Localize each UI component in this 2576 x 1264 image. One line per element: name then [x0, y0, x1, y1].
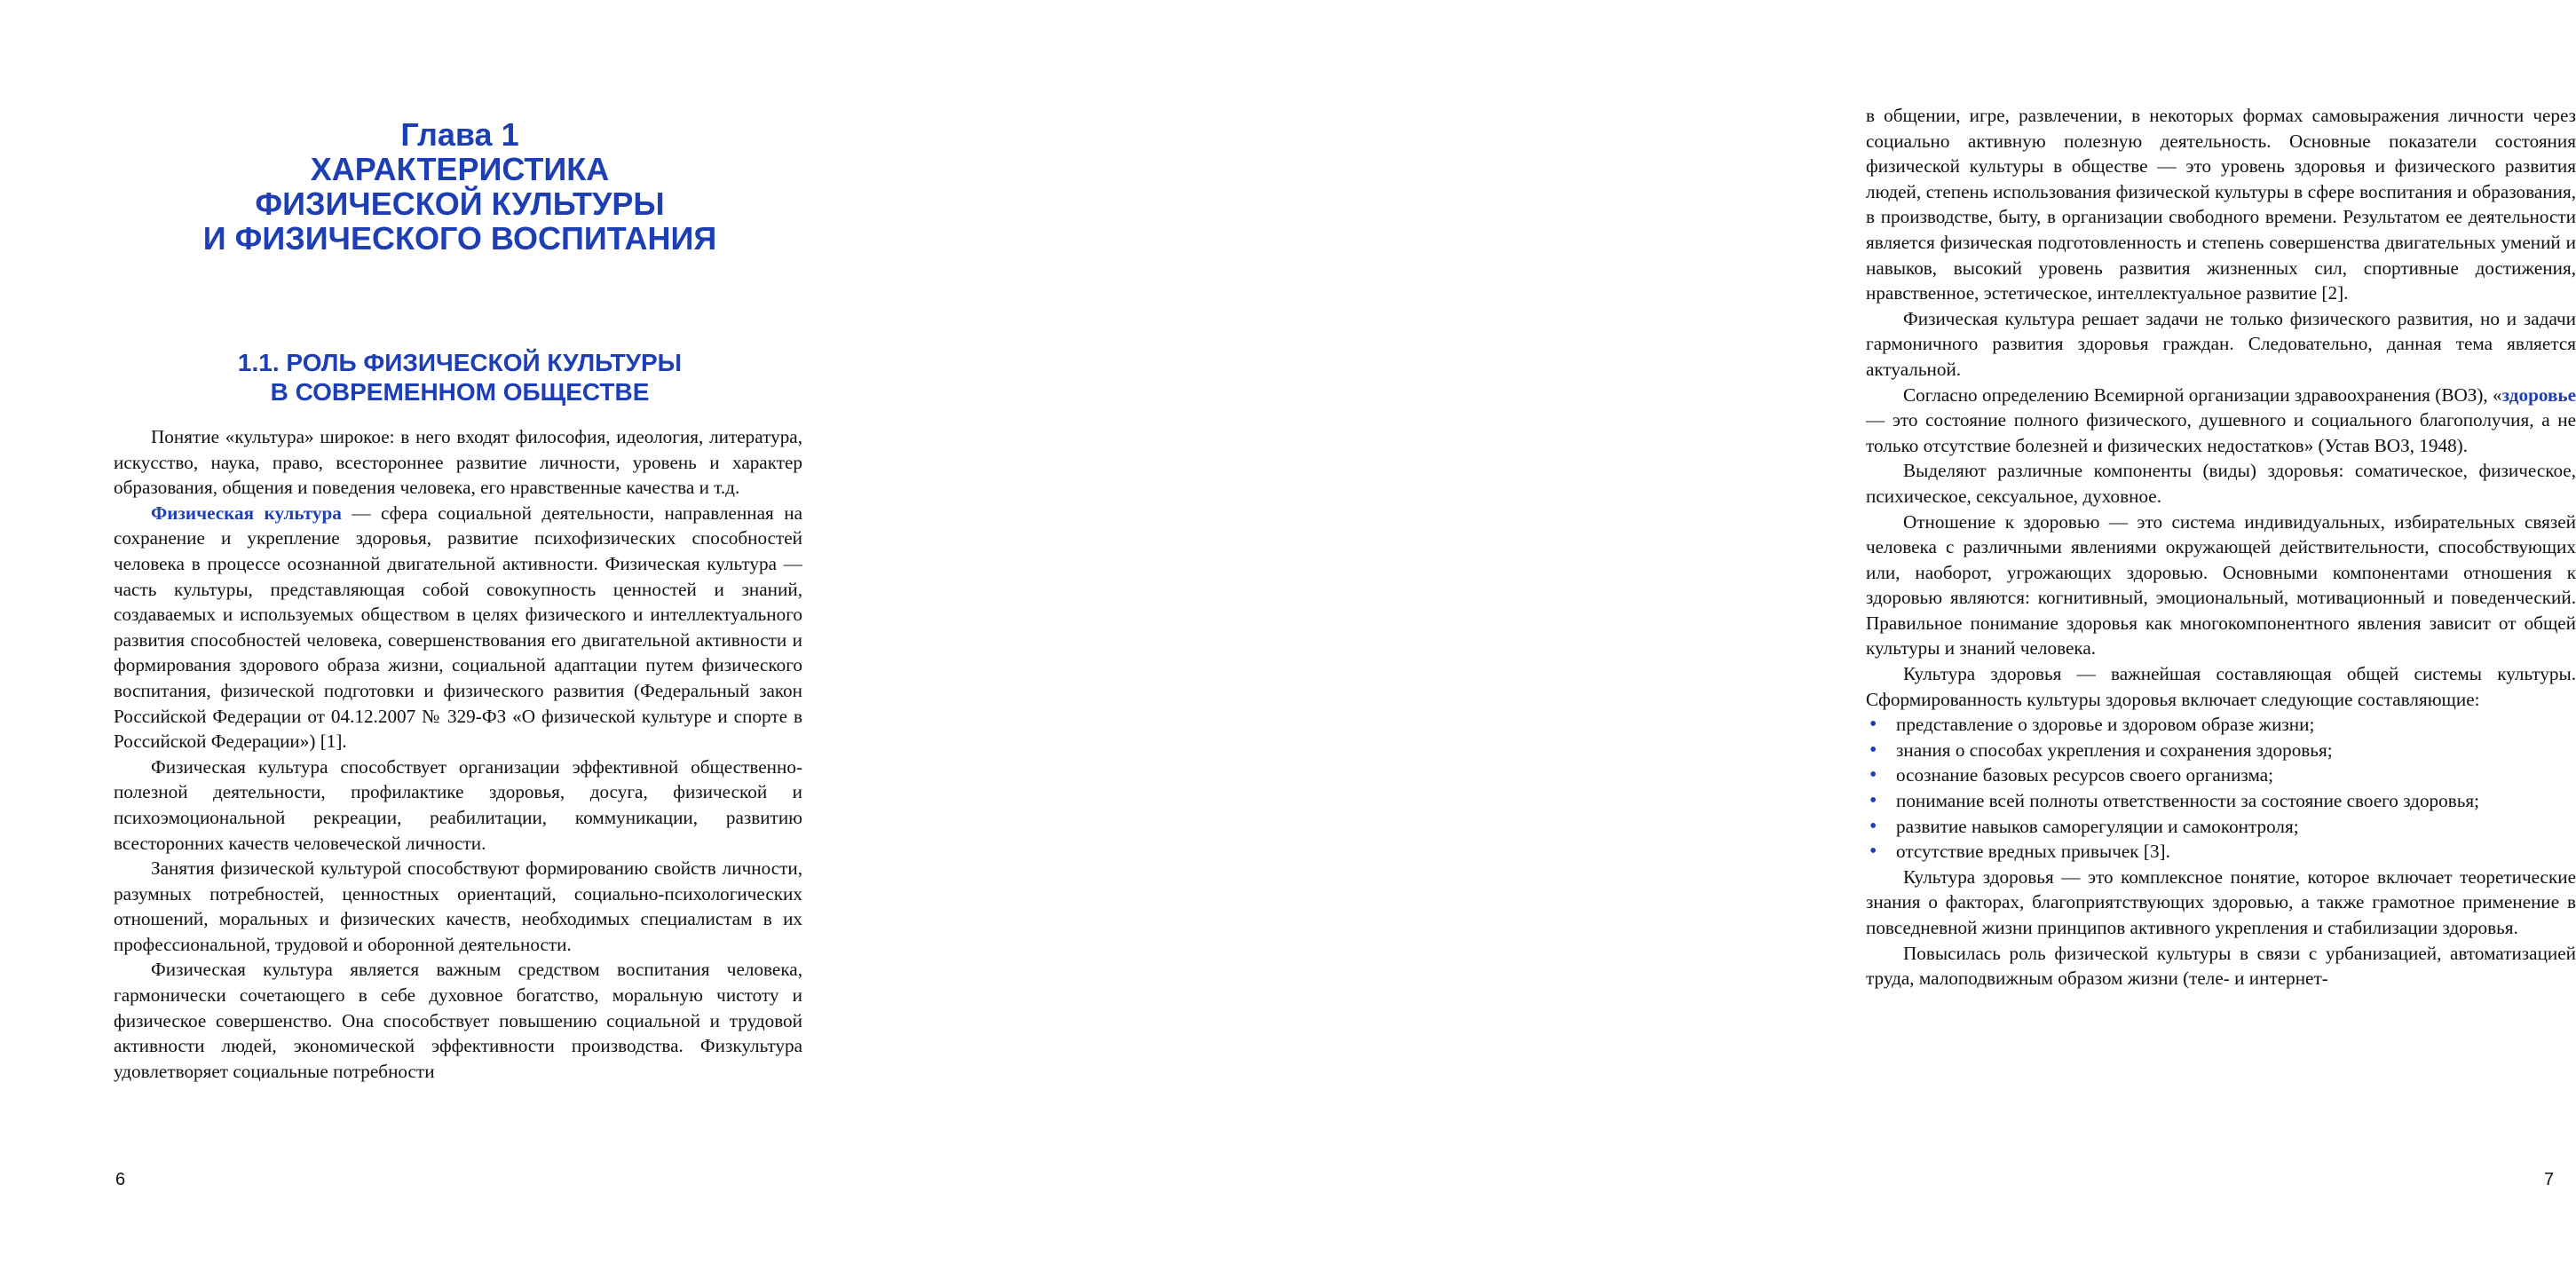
chapter-title-line: ХАРАКТЕРИСТИКА: [310, 151, 610, 187]
paragraph: [114, 501, 802, 754]
page-number-left: 6: [115, 1170, 126, 1189]
paragraph: Понятие «культура» широкое: в него входят философия, идеология, литература, искусство, наука, право, всестороннее развитие личности, уровень и характер образования, общения и поведения человека, его нравственные качества и т.д.: [114, 426, 802, 499]
term-physical-culture: Физическая культура: [151, 502, 342, 524]
left-page: [0, 0, 888, 1264]
paragraph-text: Согласно определению Всемирной организации здравоохранения (ВОЗ), «: [1903, 383, 2502, 406]
paragraph-text: — сфера социальной деятельности, направленная на сохранение и укрепление здоровья, развитие психофизических способностей человека в процессе осознанной двигательной активности. Физическая культура — часть культуры, представляющая собой совокупность ценностей и знаний, создаваемых и используемых обществом в целях физического и интеллектуального развития способностей человека, совершенствования его двигательной активности и формирования здорового образа жизни, социальной адаптации путем физического воспитания, физической подготовки и физического развития (Федеральный закон Российской Федерации от 04.12.2007 № 329-ФЗ «О физической культуре и спорте в Российской Федерации») [1].: [114, 502, 802, 753]
term-health: здоровье: [2501, 383, 2576, 406]
right-page: [888, 0, 2576, 1264]
page-number-right: 7: [2544, 1170, 2555, 1189]
paragraph: Культура здоровья — важнейшая составляющая общей системы культуры. Сформированность культуры здоровья включает следующие составляющие:: [1866, 663, 2576, 710]
left-body-text: [114, 424, 802, 1084]
list-item: • осознание базовых ресурсов своего организма;: [1896, 762, 2576, 788]
paragraph: Физическая культура является важным средством воспитания человека, гармонически сочетающего в себе духовное богатство, моральную чистоту и физическое совершенство. Она способствует повышению социальной и трудовой активности людей, экономической эффективности производства. Физкультура удовлетворяет социальные потребности: [114, 959, 802, 1082]
chapter-title: [114, 117, 806, 256]
chapter-title-line: И ФИЗИЧЕСКОГО ВОСПИТАНИЯ: [202, 220, 717, 257]
chapter-number: Глава 1: [400, 116, 519, 153]
paragraph: Занятия физической культурой способствуют формированию свойств личности, разумных потребностей, ценностных ориентаций, социально-психологических отношений, моральных и физических качеств, необходимых специалистам в их профессиональной, трудовой и оборонной деятельности.: [114, 857, 802, 955]
paragraph-text: — это состояние полного физического, душевного и социального благополучия, а не только отсутствие болезней и физических недостатков» (Устав ВОЗ, 1948).: [1866, 409, 2576, 456]
bullet-list: [1866, 712, 2576, 865]
chapter-title-line: ФИЗИЧЕСКОЙ КУЛЬТУРЫ: [255, 186, 665, 222]
section-title: [114, 348, 806, 407]
list-item: • понимание всей полноты ответственности за состояние своего здоровья;: [1896, 788, 2576, 814]
paragraph: Физическая культура способствует организации эффективной общественно-полезной деятельности, профилактике здоровья, досуга, физической и психоэмоциональной рекреации, реабилитации, коммуникации, развитию всесторонних качеств человеческой личности.: [114, 755, 802, 854]
list-item: • знания о способах укрепления и сохранения здоровья;: [1896, 738, 2576, 763]
section-title-line: В СОВРЕМЕННОМ ОБЩЕСТВЕ: [270, 378, 650, 406]
paragraph: Выделяют различные компоненты (виды) здоровья: соматическое, физическое, психическое, сексуальное, духовное.: [1866, 460, 2576, 507]
paragraph: [1866, 383, 2576, 459]
paragraph: в общении, игре, развлечении, в некоторых формах самовыражения личности через социально активную полезную деятельность. Основные показатели состояния физической культуры в обществе — это уровень здоровья и физического развития людей, степень использования физической культуры в сфере воспитания и образования, в производстве, быту, в организации свободного времени. Результатом ее деятельности является физическая подготовленность и степень совершенства двигательных умений и навыков, высокий уровень развития жизненных сил, спортивные достижения, нравственное, эстетическое, интеллектуальное развитие [2].: [1866, 105, 2576, 304]
paragraph: Физическая культура решает задачи не только физического развития, но и задачи гармоничного развития здоровья граждан. Следовательно, данная тема является актуальной.: [1866, 307, 2576, 380]
paragraph: Повысилась роль физической культуры в связи с урбанизацией, автоматизацией труда, малоподвижным образом жизни (теле- и интернет-: [1866, 942, 2576, 990]
paragraph: Отношение к здоровью — это система индивидуальных, избирательных связей человека с различными явлениями окружающей действительности, способствующих или, наоборот, угрожающих здоровью. Основными компонентами отношения к здоровью являются: когнитивный, эмоциональный, мотивационный и поведенческий. Правильное понимание здоровья как многокомпонентного явления зависит от общей культуры и знаний человека.: [1866, 510, 2576, 660]
list-item: • отсутствие вредных привычек [3].: [1896, 839, 2576, 865]
right-body-text: [1866, 103, 2576, 991]
section-title-line: 1.1. РОЛЬ ФИЗИЧЕСКОЙ КУЛЬТУРЫ: [237, 349, 683, 376]
list-item: • развитие навыков саморегуляции и самоконтроля;: [1896, 814, 2576, 840]
list-item: • представление о здоровье и здоровом образе жизни;: [1896, 712, 2576, 738]
paragraph: Культура здоровья — это комплексное понятие, которое включает теоретические знания о факторах, благоприятствующих здоровью, а также грамотное применение в повседневной жизни принципов активного укрепления и стабилизации здоровья.: [1866, 865, 2576, 938]
